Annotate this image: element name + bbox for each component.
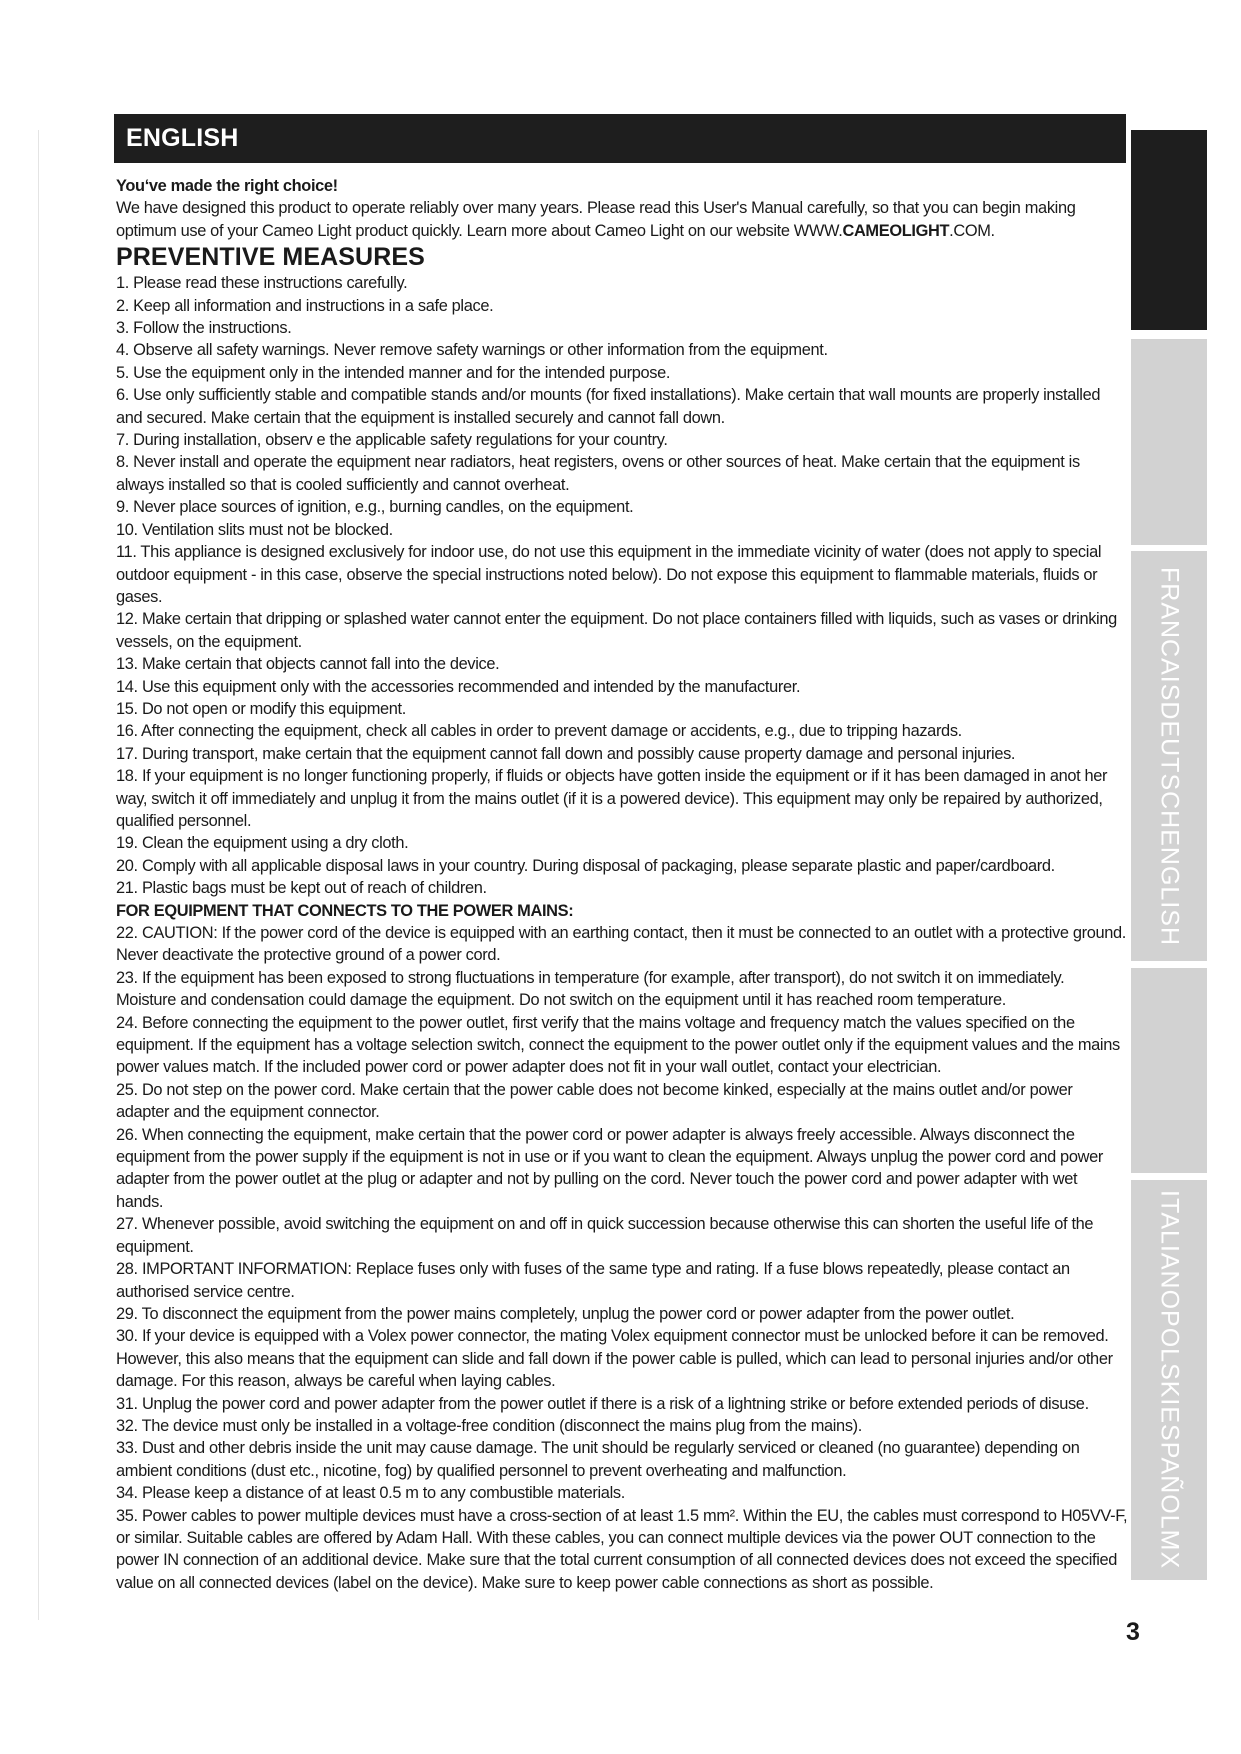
list-item: 4. Observe all safety warnings. Never remove safety warnings or other information from the equipment. — [116, 341, 828, 360]
list-item: 24. Before connecting the equipment to the power outlet, first verify that the mains voltage and frequency match the values specified on the equipment. If the equipment has a voltage selection switch, connect the equipment to the power outlet only if the equipment values and the mains power values match. If the included power cord or power adapter does not fit in your wall outlet, contact your electrician. — [116, 1013, 1120, 1077]
language-header-bar — [114, 114, 1126, 163]
language-header-label: ENGLISH — [126, 124, 239, 152]
side-tab[interactable] — [1131, 339, 1207, 545]
list-item: 33. Dust and other debris inside the unit may cause damage. The unit should be regularly serviced or cleaned (no guarantee) depending on ambient conditions (dust etc., nicotine, fog) by qualified personnel to prevent overheating and malfunction. — [116, 1439, 1080, 1480]
list-item: 23. If the equipment has been exposed to strong fluctuations in temperature (for example, after transport), do not switch it on immediately. Moisture and condensation could damage the equipment. Do not switch on the equipment until it has reached room temperature. — [116, 968, 1065, 1010]
page-number: 3 — [1126, 1618, 1140, 1646]
list-item: 18. If your equipment is no longer functioning properly, if fluids or objects have gotten inside the equipment or if it has been damaged in anot her way, switch it off immediately and unplug it from the mains outlet (if it is a powered device). This equipment may only be repaired by authorized, qualified personnel. — [116, 767, 1108, 830]
list-item: 1. Please read these instructions carefully. — [116, 274, 408, 293]
power-mains-heading: FOR EQUIPMENT THAT CONNECTS TO THE POWER MAINS: — [116, 901, 574, 920]
list-item: 29. To disconnect the equipment from the power mains completely, unplug the power cord or power adapter from the power outlet. — [116, 1304, 1015, 1323]
list-item: 13. Make certain that objects cannot fall into the device. — [116, 655, 500, 674]
list-item: 34. Please keep a distance of at least 0.5 m to any combustible materials. — [116, 1484, 625, 1503]
brand-name: CAMEOLIGHT — [842, 221, 950, 240]
list-item: 27. Whenever possible, avoid switching the equipment on and off in quick succession because otherwise this can shorten the useful life of the equipment. — [116, 1215, 1094, 1256]
side-tab[interactable] — [1131, 968, 1207, 1173]
list-item: 11. This appliance is designed exclusively for indoor use, do not use this equipment in the immediate vicinity of water (does not apply to special outdoor equipment - in this case, observe the special instructions noted below). Do not expose this equipment to flammable materials, fluids or gases. — [116, 543, 1102, 606]
side-tab-english-active[interactable] — [1131, 130, 1207, 330]
preventive-measures-heading: PREVENTIVE MEASURES — [116, 243, 425, 272]
list-item: 26. When connecting the equipment, make certain that the power cord or power adapter is always freely accessible. Always disconnect the equipment from the power supply if the equipment is not in use or if you want to clean the equipment. Always unplug the power cord and power adapter from the power outlet at the plug or adapter and not by pulling on the cord. Never touch the power cord and power adapter with wet hands. — [116, 1125, 1103, 1211]
list-item: 2. Keep all information and instructions in a safe place. — [116, 296, 494, 315]
list-item: 30. If your device is equipped with a Volex power connector, the mating Volex equipment connector must be unlocked before it can be removed. However, this also means that the equipment can slide and fall down if the power cable is pulled, which can lead to personal injuries and/or other damage. For this reason, always be careful when laying cables. — [116, 1327, 1113, 1391]
side-label-upper-text: FRANCAISDEUTSCHENGLISH — [1155, 566, 1184, 946]
list-item: 15. Do not open or modify this equipment. — [116, 699, 406, 718]
list-item: 35. Power cables to power multiple devices must have a cross-section of at least 1.5 mm². Within the EU, the cables must correspond to H05VV-F, or similar. Suitable cables are offered by Adam Hall. With these cables, you can connect multiple devices via the power OUT connection to the power IN connection of an additional device. Make sure that the total current consumption of all connected devices does not exceed the specified value on all connected devices (label on the device). Make sure to keep power cable connections as short as possible. — [116, 1506, 1128, 1592]
list-item: 32. The device must only be installed in a voltage-free condition (disconnect the mains plug from the mains). — [116, 1416, 862, 1435]
list-item: 14. Use this equipment only with the accessories recommended and intended by the manufacturer. — [116, 677, 801, 696]
intro-text — [116, 197, 1128, 242]
list-item: 28. IMPORTANT INFORMATION: Replace fuses only with fuses of the same type and rating. If a fuse blows repeatedly, please contact an authorised service centre. — [116, 1260, 1070, 1301]
list-item: 8. Never install and operate the equipment near radiators, heat registers, ovens or other sources of heat. Make certain that the equipment is always installed so that is cooled sufficiently and cannot overheat. — [116, 453, 1080, 494]
intro-text-suffix: .COM. — [949, 221, 995, 240]
list-item: 7. During installation, observ e the applicable safety regulations for your country. — [116, 431, 668, 450]
list-item: 16. After connecting the equipment, check all cables in order to prevent damage or accidents, e.g., due to tripping hazards. — [116, 722, 962, 741]
list-item: 31. Unplug the power cord and power adapter from the power outlet if there is a risk of a lightning strike or before extended periods of disuse. — [116, 1394, 1089, 1413]
side-label-lower-text: ITALIANOPOLSKIESPAÑOLMX — [1155, 1190, 1184, 1570]
side-label-lower — [1131, 1180, 1207, 1580]
list-item: 10. Ventilation slits must not be blocked. — [116, 520, 393, 539]
intro-title: You‘ve made the right choice! — [116, 177, 338, 195]
margin-rule — [38, 130, 39, 1620]
side-label-upper — [1131, 551, 1207, 961]
list-item: 19. Clean the equipment using a dry cloth. — [116, 834, 409, 853]
main-content — [116, 175, 1128, 1594]
list-item: 21. Plastic bags must be kept out of reach of children. — [116, 879, 487, 898]
preventive-measures-list — [116, 272, 1128, 899]
list-item: 20. Comply with all applicable disposal laws in your country. During disposal of packaging, please separate plastic and paper/cardboard. — [116, 856, 1055, 875]
list-item: 22. CAUTION: If the power cord of the device is equipped with an earthing contact, then it must be connected to an outlet with a protective ground. Never deactivate the protective ground of a power cord. — [116, 924, 1126, 965]
list-item: 12. Make certain that dripping or splashed water cannot enter the equipment. Do not place containers filled with liquids, such as vases or drinking vessels, on the equipment. — [116, 610, 1117, 651]
power-mains-list — [116, 922, 1128, 1594]
list-item: 6. Use only sufficiently stable and compatible stands and/or mounts (for fixed installations). Make certain that wall mounts are properly installed and secured. Make certain that the equipment is installed securely and cannot fall down. — [116, 386, 1101, 427]
list-item: 17. During transport, make certain that the equipment cannot fall down and possibly cause property damage and personal injuries. — [116, 744, 1016, 763]
list-item: 25. Do not step on the power cord. Make certain that the power cable does not become kinked, especially at the mains outlet and/or power adapter and the equipment connector. — [116, 1080, 1073, 1122]
list-item: 9. Never place sources of ignition, e.g., burning candles, on the equipment. — [116, 498, 634, 517]
list-item: 3. Follow the instructions. — [116, 319, 292, 338]
intro-text-body: We have designed this product to operate reliably over many years. Please read this User's Manual carefully, so that you can begin making optimum use of your Cameo Light product quickly. Learn more about Cameo Light on our website WWW. — [116, 199, 1076, 240]
list-item: 5. Use the equipment only in the intended manner and for the intended purpose. — [116, 363, 671, 382]
